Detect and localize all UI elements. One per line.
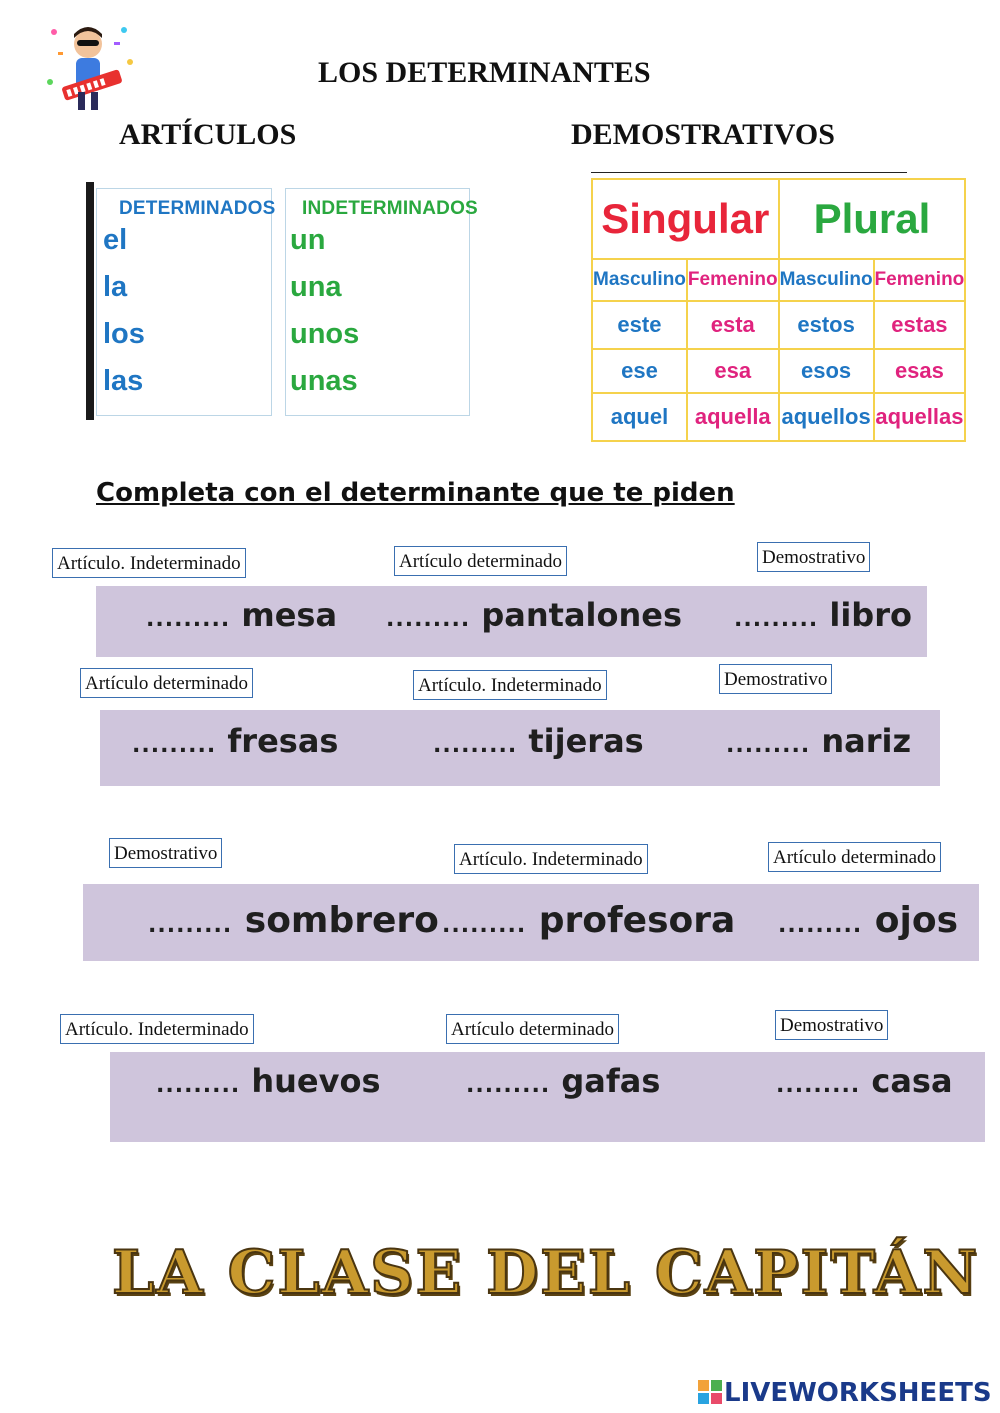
page-title: LOS DETERMINANTES — [318, 56, 651, 89]
singular-header: Singular — [592, 179, 779, 259]
demo-cell: aquellos — [779, 393, 874, 441]
liveworksheets-icon — [698, 1380, 722, 1404]
exercise-item[interactable]: ......... sombrero — [148, 900, 439, 941]
article-word: una — [290, 271, 342, 303]
hint-tag: Artículo determinado — [768, 842, 941, 872]
indeterminados-box — [285, 188, 478, 416]
demo-cell: aquel — [592, 393, 687, 441]
demo-cell: este — [592, 301, 687, 349]
gender-cell: Femenino — [874, 259, 966, 301]
exercise-item[interactable]: ......... profesora — [442, 900, 736, 941]
hint-tag: Artículo determinado — [80, 668, 253, 698]
article-word: unas — [290, 365, 358, 397]
determinados-header: DETERMINADOS — [119, 198, 276, 219]
demo-cell: esa — [687, 349, 779, 393]
hint-tag: Demostrativo — [109, 838, 222, 868]
demo-cell: aquellas — [874, 393, 966, 441]
exercise-item[interactable]: ......... fresas — [132, 722, 339, 760]
hint-tag: Artículo. Indeterminado — [413, 670, 607, 700]
exercise-item[interactable]: ......... mesa — [146, 596, 338, 634]
article-word: los — [103, 318, 145, 350]
demo-cell: aquella — [687, 393, 779, 441]
demo-cell: estas — [874, 301, 966, 349]
demo-cell: esas — [874, 349, 966, 393]
hint-tag: Artículo determinado — [394, 546, 567, 576]
instruction: Completa con el determinante que te piden — [96, 478, 735, 508]
article-word: unos — [290, 318, 360, 350]
gender-cell: Masculino — [779, 259, 874, 301]
exercise-item[interactable]: ......... gafas — [466, 1062, 661, 1100]
hint-tag: Demostrativo — [719, 664, 832, 694]
article-word: la — [103, 271, 128, 303]
demo-cell: esos — [779, 349, 874, 393]
gender-cell: Masculino — [592, 259, 687, 301]
exercise-item[interactable]: ......... ojos — [778, 900, 958, 941]
exercise-item[interactable]: ......... libro — [734, 596, 912, 634]
exercise-item[interactable]: ......... pantalones — [386, 596, 683, 634]
avatar-illustration — [44, 22, 136, 114]
article-word: un — [290, 224, 326, 256]
exercise-item[interactable]: ......... huevos — [156, 1062, 381, 1100]
demostrativos-heading: DEMOSTRATIVOS — [571, 118, 835, 151]
determinados-words — [97, 217, 271, 405]
divider — [591, 172, 907, 173]
hint-tag: Artículo. Indeterminado — [454, 844, 648, 874]
liveworksheets-text: LIVEWORKSHEETS — [724, 1378, 992, 1408]
hint-tag: Demostrativo — [757, 542, 870, 572]
article-word: el — [103, 224, 128, 256]
indeterminados-words — [286, 217, 469, 405]
determinados-box — [96, 188, 276, 416]
demo-cell: ese — [592, 349, 687, 393]
demo-cell: estos — [779, 301, 874, 349]
hint-tag: Demostrativo — [775, 1010, 888, 1040]
hint-tag: Artículo. Indeterminado — [60, 1014, 254, 1044]
hint-tag: Artículo determinado — [446, 1014, 619, 1044]
liveworksheets-logo — [698, 1378, 992, 1408]
gender-cell: Femenino — [687, 259, 779, 301]
exercise-item[interactable]: ......... casa — [776, 1062, 953, 1100]
hint-tag: Artículo. Indeterminado — [52, 548, 246, 578]
brand-logo: LA CLASE DEL CAPITÁN — [112, 1238, 980, 1308]
exercise-item[interactable]: ......... tijeras — [433, 722, 644, 760]
exercise-item[interactable]: ......... nariz — [726, 722, 912, 760]
plural-header: Plural — [779, 179, 966, 259]
demo-cell: esta — [687, 301, 779, 349]
article-word: las — [103, 365, 144, 397]
articulos-heading: ARTÍCULOS — [119, 118, 297, 151]
demostrativos-table — [591, 178, 966, 442]
indeterminados-header: INDETERMINADOS — [302, 198, 478, 219]
articles-bar — [86, 182, 94, 420]
